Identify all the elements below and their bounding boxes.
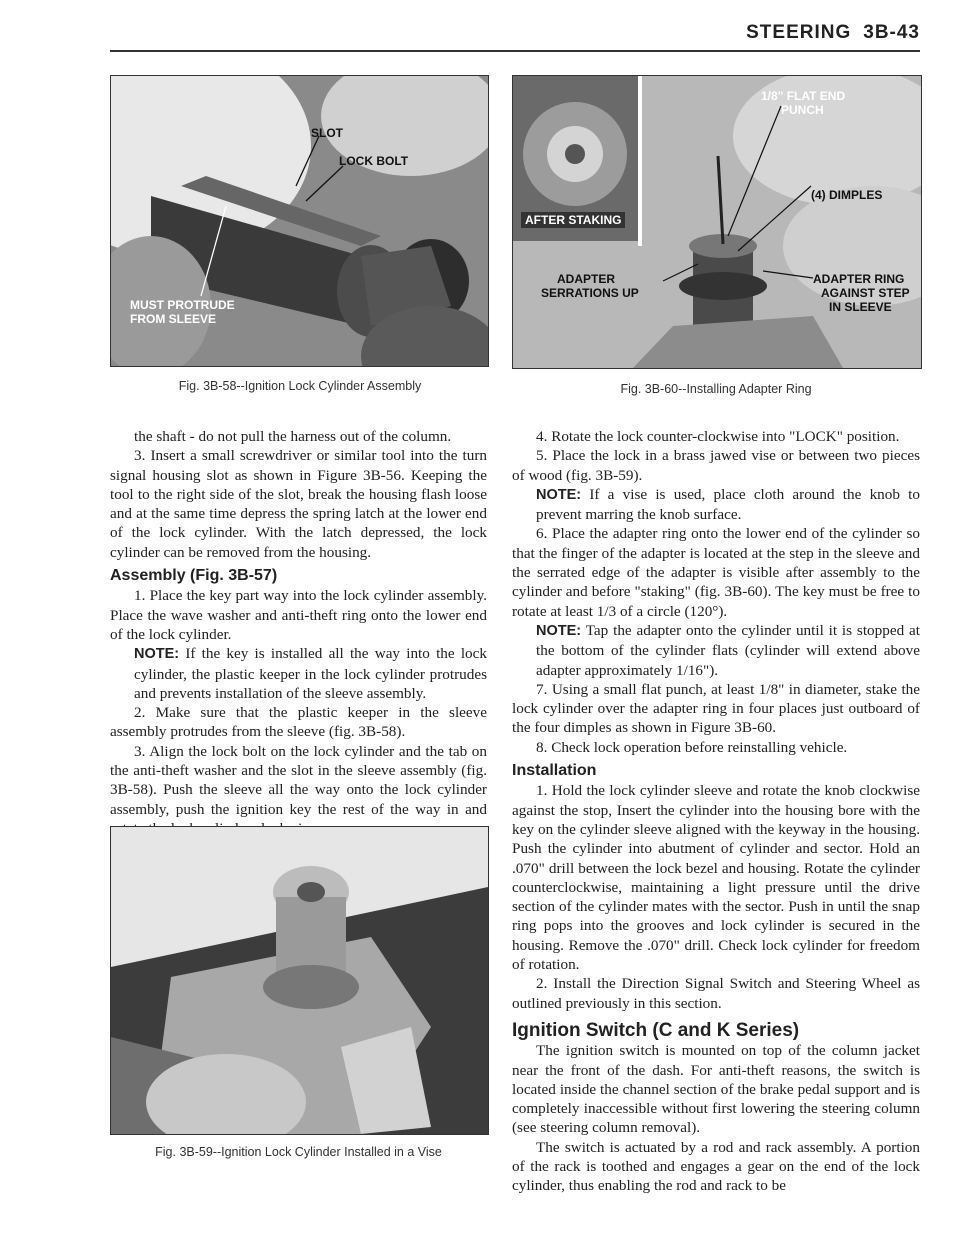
callout-flat-end-punch: 1/8" FLAT END bbox=[761, 89, 846, 103]
note-text: If the key is installed all the way into the lock cylinder, the plastic keeper in the lock cylinder protrudes and prevents installation of the sleeve assembly. bbox=[134, 645, 487, 702]
note-label: NOTE: bbox=[536, 622, 582, 639]
note-label: NOTE: bbox=[536, 486, 582, 503]
paragraph: 8. Check lock operation before reinstalling vehicle. bbox=[536, 738, 848, 756]
right-column bbox=[512, 427, 920, 1196]
lock-cylinder-in-vise-illustration bbox=[111, 827, 488, 1134]
callout-adapter-ring: ADAPTER RING bbox=[813, 272, 905, 286]
callout-punch: PUNCH bbox=[781, 103, 824, 117]
figure-3b-59-photo bbox=[110, 826, 489, 1135]
paragraph: 2. Make sure that the plastic keeper in the sleeve assembly protrudes from the sleeve (fig. 3B-58). bbox=[110, 704, 487, 741]
paragraph: 3. Align the lock bolt on the lock cylinder and the tab on the anti-theft washer and the slot in the sleeve assembly (fig. 3B-58). Push the sleeve all the way onto the lock cylinder assembly, push the ignition key the rest of the way in and bbox=[110, 742, 487, 818]
figure-3b-58-caption: Fig. 3B-58--Ignition Lock Cylinder Assembly bbox=[178, 379, 422, 393]
section-heading-assembly: Assembly (Fig. 3B-57) bbox=[110, 567, 278, 585]
callout-after-staking: AFTER STAKING bbox=[521, 212, 625, 228]
note bbox=[110, 644, 487, 703]
paragraph: 4. Rotate the lock counter-clockwise into "LOCK" position. bbox=[536, 428, 900, 445]
note-label: NOTE: bbox=[134, 646, 180, 663]
section-title: STEERING bbox=[746, 22, 852, 43]
paragraph: 2. Install the Direction Signal Switch and Steering Wheel as outlined previously in this section. bbox=[512, 975, 920, 1012]
paragraph: 3. Insert a small screwdriver or similar tool into the turn signal housing slot as shown in Figure 3B-56. Keeping the tool to the right side of the slot, break the housing flash loose and at the same time depress the spring latch at the lower end of the lock cylinder. With the latch depressed, the lock cylinder can be removed from the housing. bbox=[110, 447, 487, 561]
paragraph: 7. Using a small flat punch, at least 1/8" in diameter, stake the lock cylinder over the adapter ring in four places just outboard of the four dimples as shown in Figure 3B-60. bbox=[512, 680, 920, 737]
callout-must-protrude: MUST PROTRUDE bbox=[130, 298, 235, 312]
figure-3b-60-photo bbox=[512, 75, 922, 369]
callout-slot: SLOT bbox=[311, 126, 343, 140]
paragraph: 1. Hold the lock cylinder sleeve and rotate the knob clockwise against the stop, Insert the cylinder into the housing bore with the key on the cylinder sleeve aligned with the keyway in the housing. Push the cylinder into abutment of cylinder and sector. Hold an .070" drill between the lock bezel and housing. Rotate the cylinder counterclockwise, maintaining a light pressure until the drive section of the cylinder mates with the sector. Push in until the snap ring pops into the grooves and lock cylinder is secured in the housing. Remove the .070" drill. Check lock cylinder for freedom of rotation. bbox=[512, 782, 920, 974]
section-heading-ignition-switch: Ignition Switch (C and K Series) bbox=[512, 1019, 800, 1041]
figure-3b-60-caption: Fig. 3B-60--Installing Adapter Ring bbox=[620, 382, 812, 396]
section-heading-installation: Installation bbox=[512, 762, 597, 780]
page-number: 3B-43 bbox=[863, 22, 920, 43]
note-text: Tap the adapter onto the cylinder until it is stopped at the bottom of the cylinder flats (cylinder will extend above adapter approximately 1/16"). bbox=[536, 621, 920, 679]
paragraph: 5. Place the lock in a brass jawed vise or between two pieces of wood (fig. 3B-59). bbox=[512, 447, 920, 484]
note bbox=[512, 485, 920, 525]
note-text: If a vise is used, place cloth around the knob to prevent marring the knob surface. bbox=[536, 485, 920, 524]
figure-3b-59-caption: Fig. 3B-59--Ignition Lock Cylinder Installed in a Vise bbox=[155, 1145, 442, 1159]
left-column bbox=[110, 427, 487, 838]
callout-lock-bolt: LOCK BOLT bbox=[339, 154, 409, 168]
callout-from-sleeve: FROM SLEEVE bbox=[130, 312, 217, 326]
header-rule bbox=[110, 50, 920, 52]
callout-against-step: AGAINST STEP bbox=[821, 286, 910, 300]
figure-3b-58-photo bbox=[110, 75, 489, 367]
note bbox=[512, 621, 920, 680]
page-header bbox=[734, 22, 920, 44]
paragraph: 1. Place the key part way into the lock cylinder assembly. Place the wave washer and anti-theft ring onto the lower end of the lock cylinder. bbox=[110, 587, 487, 643]
paragraph: the shaft - do not pull the harness out of the column. bbox=[134, 428, 452, 445]
paragraph: 6. Place the adapter ring onto the lower end of the cylinder so that the finger of the adapter is located at the step in the sleeve and the serrated edge of the adapter is visible after assembly to the cylinder and before "staking" (fig. 3B-60). The key must be free to rotate at least 1/3 of a circle (120°). bbox=[512, 525, 920, 620]
paragraph: The switch is actuated by a rod and rack assembly. A portion of the rack is toothed and engages a gear on the end of the lock cylinder, thus enabling the rod and rack to be bbox=[512, 1138, 920, 1195]
callout-dimples: (4) DIMPLES bbox=[811, 188, 883, 202]
callout-in-sleeve: IN SLEEVE bbox=[829, 300, 892, 314]
callout-adapter: ADAPTER bbox=[557, 272, 616, 286]
paragraph: The ignition switch is mounted on top of the column jacket near the front of the dash. For anti-theft reasons, the switch is located inside the channel section of the brake pedal support and is completely inaccessible without first lowering the steering column (see steering column removal). bbox=[512, 1042, 920, 1137]
callout-serrations-up: SERRATIONS UP bbox=[541, 286, 639, 300]
